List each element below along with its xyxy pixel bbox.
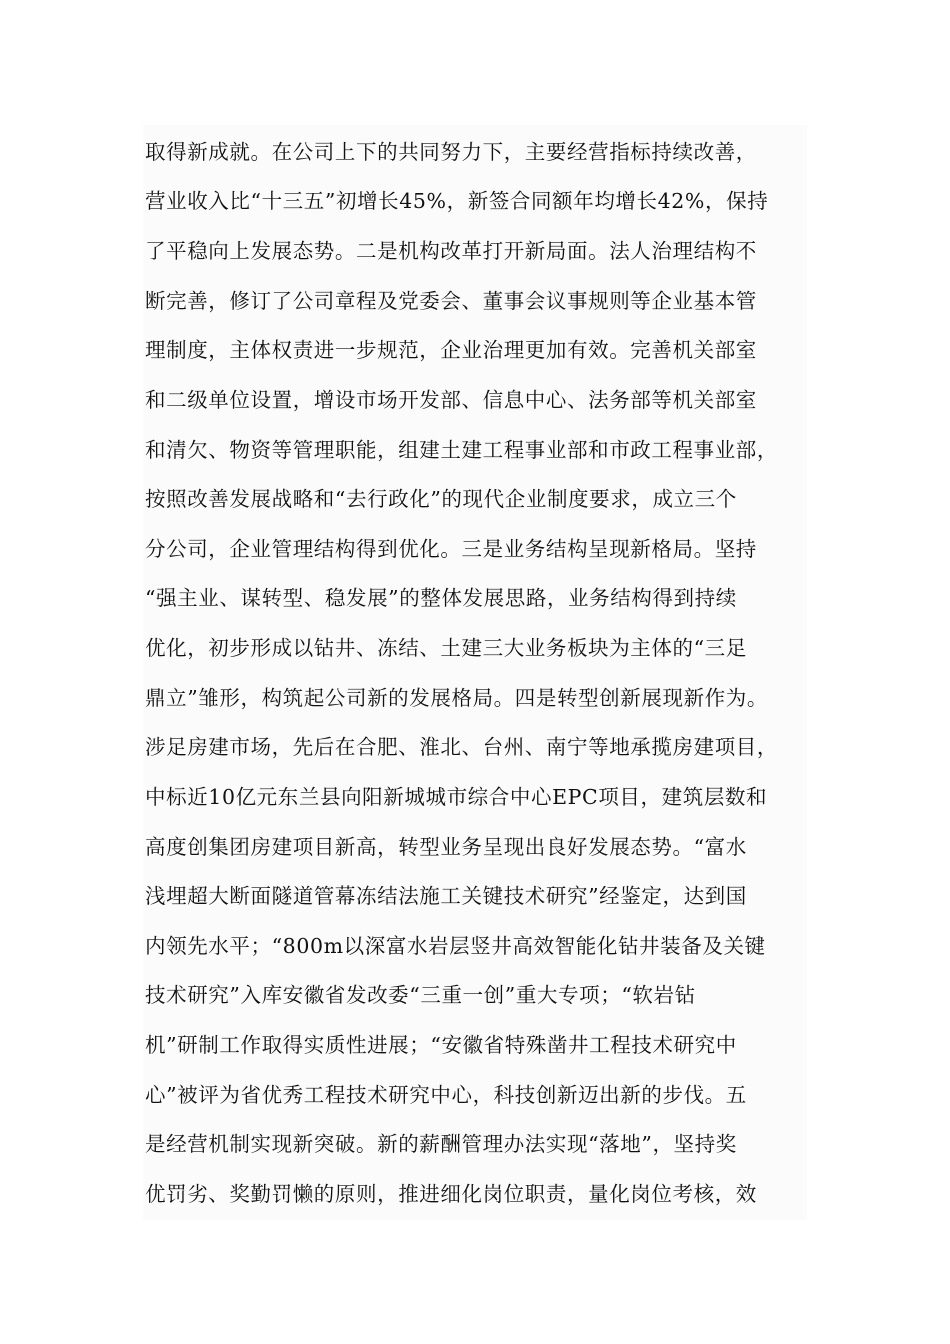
- text-line: 和二级单位设置，增设市场开发部、信息中心、法务部等机关部室: [145, 388, 757, 412]
- text-line: 和清欠、物资等管理职能，组建土建工程事业部和市政工程事业部，: [145, 438, 778, 462]
- text-line: 中标近10亿元东兰县向阳新城城市综合中心EPC项目，建筑层数和: [145, 785, 768, 809]
- text-line: 优罚劣、奖勤罚懒的原则，推进细化岗位职责，量化岗位考核，效: [145, 1182, 757, 1206]
- text-line: 机”研制工作取得实质性进展；“安徽省特殊凿井工程技术研究中: [145, 1033, 737, 1057]
- text-line: 浅埋超大断面隧道管幕冻结法施工关键技术研究”经鉴定，达到国: [145, 884, 747, 908]
- text-line: 涉足房建市场，先后在合肥、淮北、台州、南宁等地承揽房建项目，: [145, 735, 778, 759]
- text-line: 取得新成就。在公司上下的共同努力下，主要经营指标持续改善，: [145, 140, 757, 164]
- text-line: 心”被评为省优秀工程技术研究中心，科技创新迈出新的步伐。五: [145, 1083, 747, 1107]
- text-line: 分公司，企业管理结构得到优化。三是业务结构呈现新格局。坚持: [145, 537, 757, 561]
- text-line: 了平稳向上发展态势。二是机构改革打开新局面。法人治理结构不: [145, 239, 757, 263]
- text-line: 是经营机制实现新突破。新的薪酬管理办法实现“落地”，坚持奖: [145, 1132, 737, 1156]
- text-line: 技术研究”入库安徽省发改委“三重一创”重大专项；“软岩钻: [145, 983, 696, 1007]
- text-line: “强主业、谋转型、稳发展”的整体发展思路，业务结构得到持续: [145, 586, 737, 610]
- text-line: 内领先水平；“800m以深富水岩层竖井高效智能化钻井装备及关键: [145, 934, 766, 958]
- text-line: 营业收入比“十三五”初增长45%，新签合同额年均增长42%，保持: [145, 189, 769, 213]
- text-line: 断完善，修订了公司章程及党委会、董事会议事规则等企业基本管: [145, 289, 757, 313]
- text-line: 鼎立”雏形，构筑起公司新的发展格局。四是转型创新展现新作为。: [145, 686, 768, 710]
- text-line: 高度创集团房建项目新高，转型业务呈现出良好发展态势。“富水: [145, 835, 747, 859]
- text-line: 按照改善发展战略和“去行政化”的现代企业制度要求，成立三个: [145, 487, 737, 511]
- text-line: 理制度，主体权责进一步规范，企业治理更加有效。完善机关部室: [145, 338, 757, 362]
- text-line: 优化，初步形成以钻井、冻结、土建三大业务板块为主体的“三足: [145, 636, 747, 660]
